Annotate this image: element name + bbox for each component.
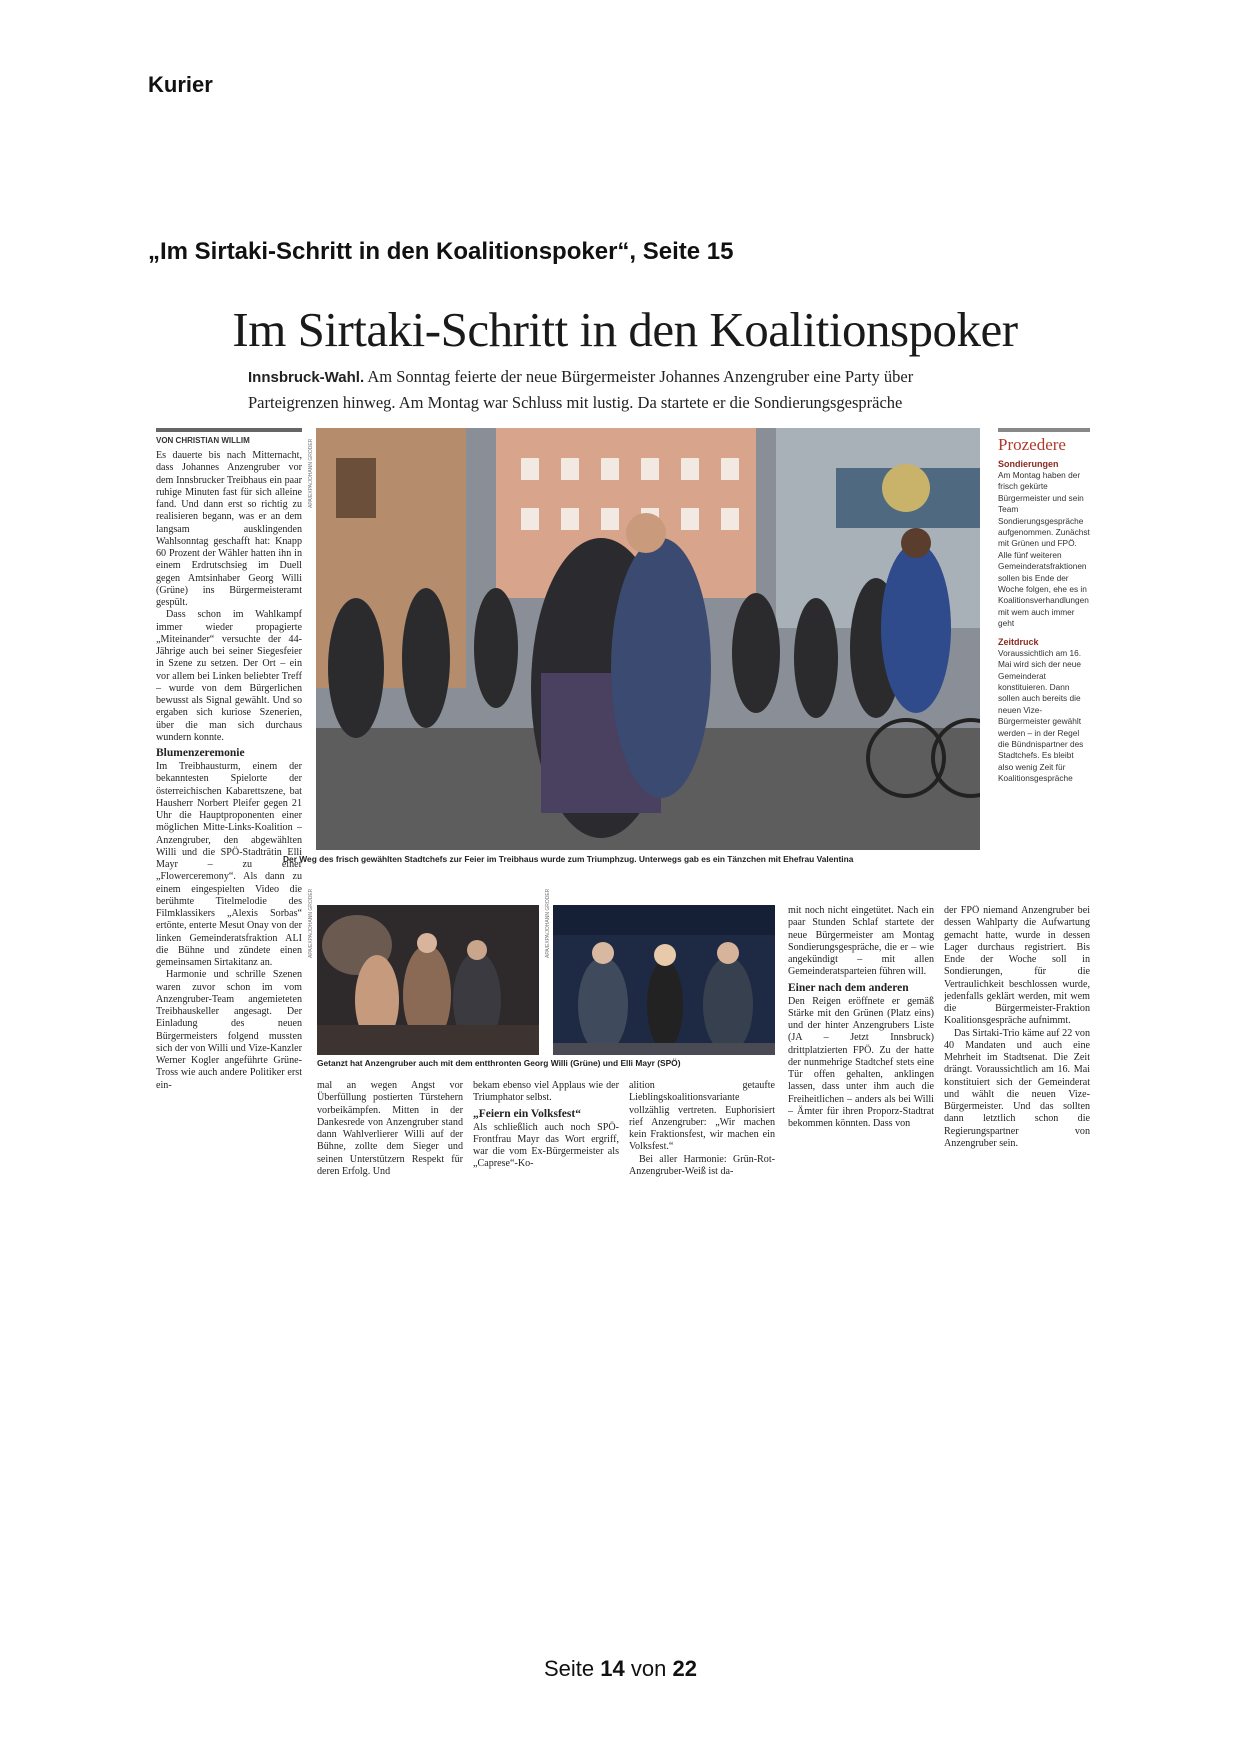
article-lead bbox=[248, 364, 1008, 415]
sidebar-prozedere bbox=[998, 428, 1090, 791]
newspaper-clipping bbox=[156, 298, 1090, 1194]
paragraph: Im Treibhausturm, einem der bekanntesten Spielorte der österreichischen Kabarettszene, bat Hausherr Norbert Pleifer gegen 21 Uhr die Hauptproponenten einer möglichen Mitte-Links-Koalition – Anzengruber, den abgewählten Willi und die SPÖ-Stadträtin Elli Mayr – zu einer „Flowerceremony“. Als dann zu einem eingespielten Video die berühmte Titelmelodie des Filmklassikers „Alexis Sorbas“ ertönte, enterte Mesut Onay von der linken Gemeinderatsfraktion ALI die Bühne und zündete einen gemeinsamen Sirtakitanz an. bbox=[156, 761, 302, 968]
stage-dance-illustration bbox=[317, 905, 539, 1055]
sidebar-item-head: Sondierungen bbox=[998, 459, 1059, 469]
paragraph: bekam ebenso viel Applaus wie der Triumphator selbst. bbox=[473, 1080, 619, 1104]
paragraph: Es dauerte bis nach Mitternacht, dass Johannes Anzengruber vor dem Innsbrucker Treibhaus ein paar ruhige Minuten fast für sich alleine fand. Und dann erst so richtig zu realisieren begann, was er an dem langsam ausklingenden Wahlsonntag geschafft hat: Knapp 60 Prozent der Wähler hatten ihn in einem Erdrutschsieg im Duell gegen Amtsinhaber Georg Willi (Grüne) ins Bürgermeisteramt gespült. bbox=[156, 450, 302, 608]
clip-title: „Im Sirtaki-Schritt in den Koalitionspoker“, Seite 15 bbox=[148, 238, 734, 265]
paragraph: der FPÖ niemand Anzengruber bei dessen Wahlparty die Aufwartung gemacht hatte, wurde in dessen Lager durchaus registriert. Bis Ende der Woche soll in Sondierungen, für die Vertraulichkeit beschlossen wurde, jedenfalls geklärt werden, mit wem die Bürgermeister-Fraktion Koalitionsgespräche aufnimmt. bbox=[944, 905, 1090, 1027]
paragraph: Den Reigen eröffnete er gemäß Stärke mit den Grünen (Platz eins) und der hinter Anzengrubers Liste (JA – Jetzt Innsbruck) drittplatzierten FPÖ. Zu der hatte der nunmehrige Stadtchef stets eine Tür offen gehalten, anklingen lassen, dass unter ihm auch die Freiheitlichen – anders als bei Willi – Ämter für ihren Proporz-Stadtrat bekommen könnten. Dass von bbox=[788, 995, 934, 1129]
paragraph: Harmonie und schrille Szenen waren zuvor schon im vom Anzengruber-Team angemieteten Treibhauskeller angesagt. Der Einladung des neuen Bürgermeisters folgend mussten sich der von Willi und Vize-Kanzler Werner Kogler angeführte Grüne-Tross wie auch andere Politiker erst ein- bbox=[156, 969, 302, 1091]
article-kicker: Innsbruck-Wahl. bbox=[248, 369, 365, 386]
byline: VON CHRISTIAN WILLIM bbox=[156, 436, 250, 445]
footer-middle: von bbox=[630, 1656, 667, 1681]
footer-prefix: Seite bbox=[544, 1656, 595, 1681]
article-lead-text: Am Sonntag feierte der neue Bürgermeister Johannes Anzengruber eine Party über Parteigrenzen hinweg. Am Montag war Schluss mit lustig. Da startete er die Sondierungsgespräche bbox=[248, 367, 914, 412]
paragraph: mit noch nicht eingetütet. Nach ein paar Stunden Schlaf startete der neue Bürgermeister am Montag Sondierungsgespräche, die er – wie angekündigt – mit allen Gemeinderatsparteien führen will. bbox=[788, 905, 934, 978]
text-column-6 bbox=[944, 905, 1090, 1192]
sidebar-rule bbox=[998, 428, 1090, 432]
dance-photo bbox=[317, 905, 539, 1055]
text-column-1 bbox=[156, 450, 302, 1192]
article-headline: Im Sirtaki-Schritt in den Koalitionspoker bbox=[232, 302, 1018, 357]
paragraph: Dass schon im Wahlkampf immer wieder propagierte „Miteinander“ versuchte der 44-Jährige auch bei seiner Siegesfeier in Szene zu setzen. Der Ort – ein vor allem bei Linken beliebter Treff – wurde von dem Bürgerlichen bewusst als Signal gewählt. Und so ergaben sich kuriose Szenerien, über die man sich durchaus wundern konnte. bbox=[156, 609, 302, 743]
subhead-einer-nach-dem-anderen: Einer nach dem anderen bbox=[788, 981, 909, 994]
text-column-4 bbox=[629, 1080, 775, 1192]
subhead-volksfest: „Feiern ein Volksfest“ bbox=[473, 1107, 581, 1120]
photo-credit: APA/EXPA/JOHANN GRODER bbox=[308, 888, 314, 958]
paragraph: mal an wegen Angst vor Überfüllung postierten Türstehern vorbeikämpfen. Mitten in der Dankesrede von Anzengruber stand dann Wahlverlierer Willi auf der Bühne, zollte dem Sieger und seinen Unterstützern Respekt für deren Erfolg. Und bbox=[317, 1080, 463, 1177]
main-photo-caption: Der Weg des frisch gewählten Stadtchefs zur Feier im Treibhaus wurde zum Triumphzug. Unterwegs gab es ein Tänzchen mit Ehefrau Valentina bbox=[283, 854, 854, 864]
text-column-5 bbox=[788, 905, 934, 1192]
byline-rule bbox=[156, 428, 302, 432]
paragraph: Das Sirtaki-Trio käme auf 22 von 40 Mandaten und auch eine Mehrheit im Stadtsenat. Die Zeit drängt. Voraussichtlich am 16. Mai konstituiert sich der Gemeinderat und wählt die neuen Vize-Bürgermeister. Und das sollten dann letztlich schon die Regierungspartner von Anzengruber sein. bbox=[944, 1027, 1090, 1149]
stage-speakers-illustration bbox=[553, 905, 775, 1055]
sidebar-item-head: Zeitdruck bbox=[998, 636, 1039, 647]
street-celebration-illustration bbox=[316, 428, 980, 850]
subhead-blumenzeremonie: Blumenzeremonie bbox=[156, 747, 245, 759]
photo-credit: APA/EXPA/JOHANN GRODER bbox=[545, 888, 551, 958]
text-column-2 bbox=[317, 1080, 463, 1192]
paragraph: alition getaufte Lieblingskoalitionsvariante vollzählig vertreten. Euphorisiert rief Anzengruber: „Wir machen kein Fraktionsfest, wir machen ein Volksfest.“ bbox=[629, 1080, 775, 1153]
main-photo bbox=[316, 428, 980, 850]
sidebar-item-text: Voraussichtlich am 16. Mai wird sich der neue Gemeinderat konstituieren. Dann sollen auch bereits die neuen Vize-Bürgermeister gewählt werden – in der Regel die Bündnispartner des Stadtchefs. Es bleibt also wenig Zeit für Koalitionsgespräche bbox=[998, 647, 1084, 784]
page-footer bbox=[0, 1656, 1241, 1682]
paragraph: Bei aller Harmonie: Grün-Rot-Anzengruber-Weiß ist da- bbox=[629, 1153, 775, 1177]
text-column-3 bbox=[473, 1080, 619, 1192]
sidebar-title: Prozedere bbox=[998, 435, 1066, 454]
sidebar-item-text: Am Montag haben der frisch gekürte Bürgermeister und sein Team Sondierungsgespräche aufgenommen. Zunächst mit Grünen und FPÖ. Alle fünf weiteren Gemeinderatsfraktionen sollen bis Ende der Woche folgen, ehe es in Koalitionsverhandlungen mit wem auch immer geht bbox=[998, 470, 1090, 629]
stage-photo bbox=[553, 905, 775, 1055]
photo-credit: APA/EXPA/JOHANN GRODER bbox=[308, 438, 314, 508]
source-label: Kurier bbox=[148, 72, 213, 97]
footer-current-page: 14 bbox=[600, 1656, 625, 1681]
small-photos-caption: Getanzt hat Anzengruber auch mit dem entthronten Georg Willi (Grüne) und Elli Mayr (SPÖ) bbox=[317, 1058, 681, 1068]
paragraph: Als schließlich auch noch SPÖ-Frontfrau Mayr das Wort ergriff, war die vom Ex-Bürgermeister als „Caprese“-Ko- bbox=[473, 1121, 619, 1170]
footer-total-pages: 22 bbox=[672, 1656, 697, 1681]
